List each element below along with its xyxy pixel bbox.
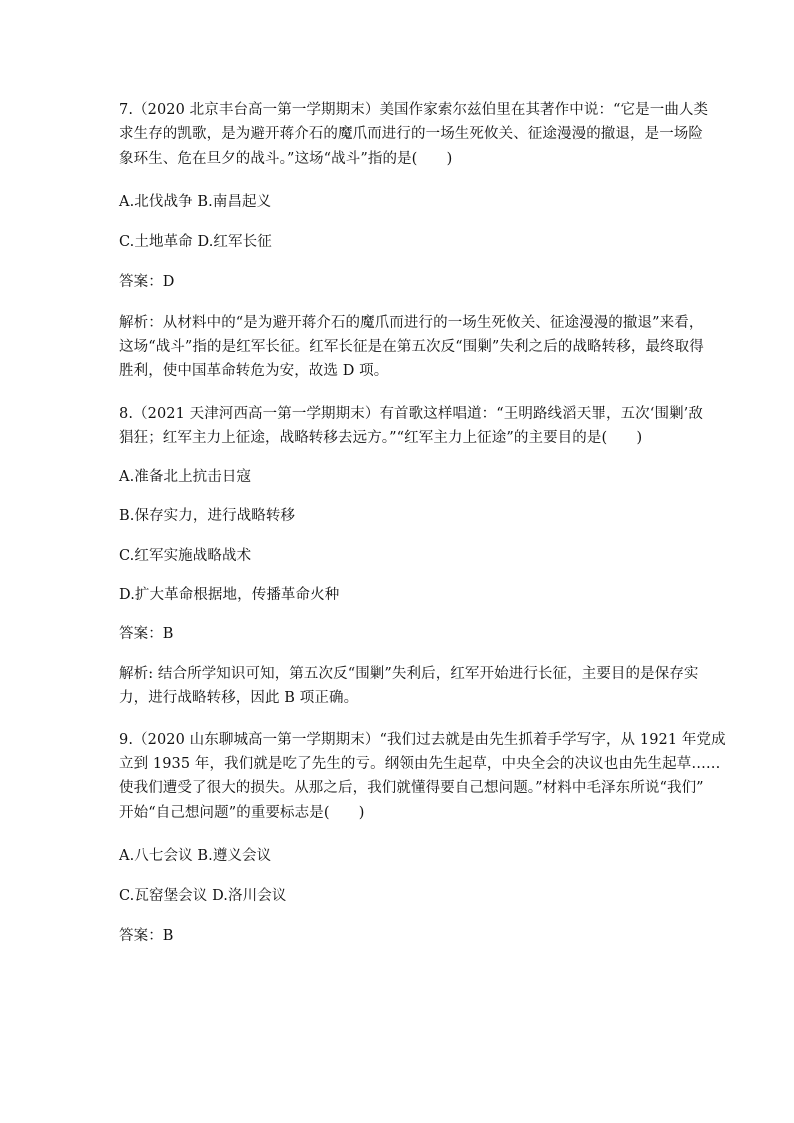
question-8-option-d: D.扩大革命根据地，传播革命火种 <box>119 587 340 603</box>
question-7-stem-line-1: 7.（2020 北京丰台高一第一学期期末）美国作家索尔兹伯里在其著作中说：“它是一曲人类 <box>119 102 709 118</box>
question-7-analysis-line-3: 胜利，使中国革命转危为安，故选 D 项。 <box>119 363 389 379</box>
question-7-stem-line-2: 求生存的凯歌，是为避开蒋介石的魔爪而进行的一场生死攸关、征途漫漫的撤退，是一场险 <box>119 126 703 142</box>
question-8-answer: 答案：B <box>119 626 174 642</box>
question-9-stem-line-4: 开始“自己想问题”的重要标志是( ) <box>119 805 365 821</box>
question-8-option-b: B.保存实力，进行战略转移 <box>119 508 296 524</box>
question-9-option-line-1: A.八七会议 B.遵义会议 <box>119 848 272 864</box>
question-8-stem-line-2: 猖狂；红军主力上征途，战略转移去远方。”“红军主力上征途”的主要目的是( ) <box>119 430 643 446</box>
question-8-analysis-line-2: 力，进行战略转移，因此 B 项正确。 <box>119 690 359 706</box>
question-7-analysis-line-2: 这场“战斗”指的是红军长征。红军长征是在第五次反“围剿”失利之后的战略转移，最终取得 <box>119 339 704 355</box>
question-8-option-a: A.准备北上抗击日寇 <box>119 469 252 485</box>
question-8-stem-line-1: 8.（2021 天津河西高一第一学期期末）有首歌这样唱道：“王明路线滔天罪，五次‘围剿’敌 <box>119 406 703 422</box>
question-8-option-c: C.红军实施战略战术 <box>119 548 252 564</box>
question-8-analysis-line-1: 解析: 结合所学知识可知，第五次反“围剿”失利后，红军开始进行长征，主要目的是保存实 <box>119 666 699 682</box>
question-9-answer: 答案：B <box>119 928 174 944</box>
question-9-option-line-2: C.瓦窑堡会议 D.洛川会议 <box>119 888 287 904</box>
question-9-stem-line-3: 使我们遭受了很大的损失。从那之后，我们就懂得要自己想问题。”材料中毛泽东所说“我们” <box>119 780 704 796</box>
question-7-answer: 答案：D <box>119 274 175 290</box>
question-7-option-line-1: A.北伐战争 B.南昌起义 <box>119 194 272 210</box>
question-7-stem-line-3: 象环生、危在旦夕的战斗。”这场“战斗”指的是( ) <box>119 151 453 167</box>
question-7-analysis-line-1: 解析：从材料中的“是为避开蒋介石的魔爪而进行的一场生死攸关、征途漫漫的撤退”来看， <box>119 315 704 331</box>
question-9-stem-line-2: 立到 1935 年，我们就是吃了先生的亏。纲领由先生起草，中央全会的决议也由先生起草…… <box>119 756 721 772</box>
question-7-option-line-2: C.土地革命 D.红军长征 <box>119 234 272 250</box>
question-9-stem-line-1: 9.（2020 山东聊城高一第一学期期末）“我们过去就是由先生抓着手学写字，从 1921 年党成 <box>119 732 726 748</box>
